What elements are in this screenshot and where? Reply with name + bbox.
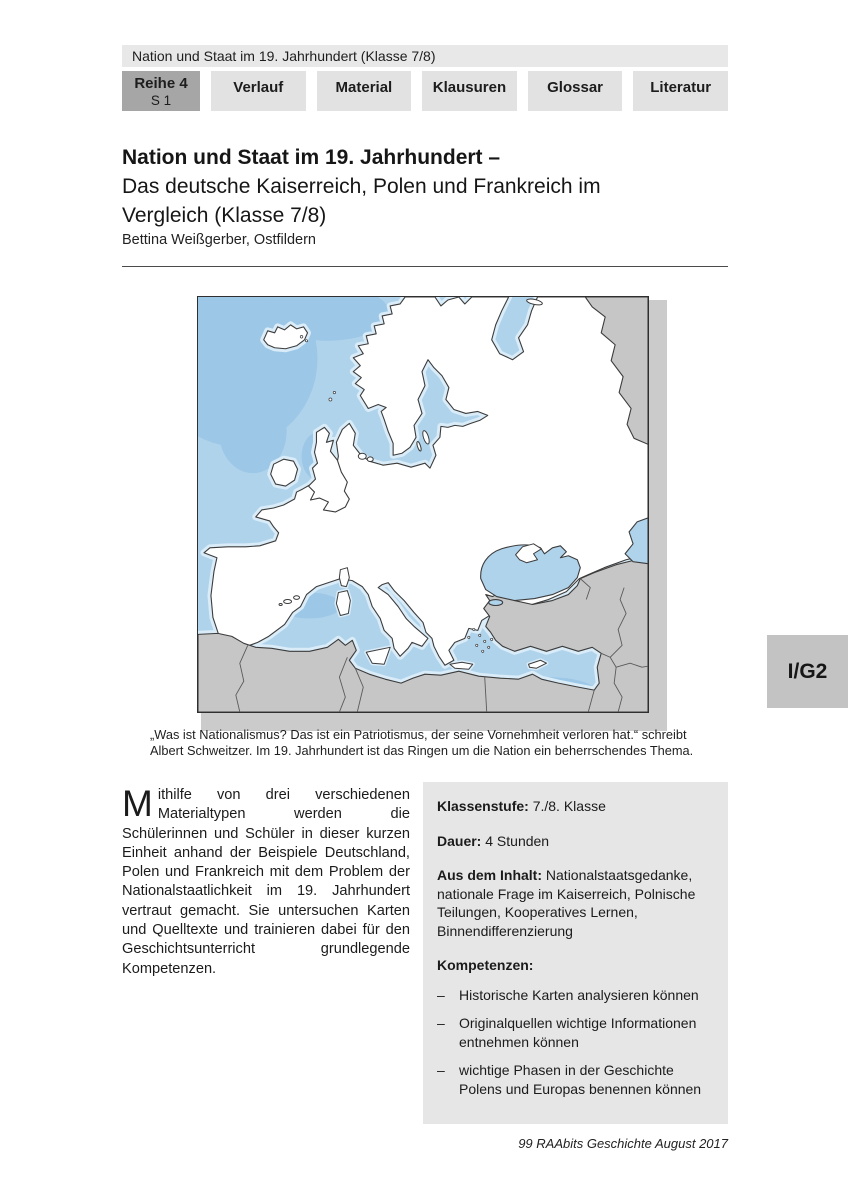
list-item: [437, 1014, 714, 1051]
page-title-line2: Das deutsche Kaiserreich, Polen und Frankreich im: [122, 175, 601, 198]
map-caption: [150, 727, 702, 758]
info-box: [423, 782, 728, 1124]
footer-imprint: 99 RAAbits Geschichte August 2017: [518, 1136, 728, 1151]
info-label: Aus dem Inhalt:: [437, 867, 543, 883]
tab-glossar-label: Glossar: [547, 79, 604, 96]
header-strip-title: Nation und Staat im 19. Jahrhundert (Klasse 7/8): [132, 48, 436, 64]
europe-map: [197, 296, 649, 713]
tab-reihe-label: Reihe 4: [134, 75, 188, 92]
dropcap: M: [122, 783, 153, 824]
section-code-badge: I/G2: [767, 635, 848, 708]
list-item: [437, 986, 714, 1005]
page-title-line3: Vergleich (Klasse 7/8): [122, 204, 327, 227]
tab-reihe-sub: S 1: [150, 93, 172, 108]
info-row-klassenstufe: [437, 797, 714, 816]
info-value: 4 Stunden: [481, 832, 550, 849]
author-line: Bettina Weißgerber, Ostfildern: [122, 232, 316, 248]
bullet-text: Originalquellen wichtige Informationen entnehmen können: [459, 1015, 697, 1050]
tab-klausuren[interactable]: [422, 71, 517, 111]
bullet-text: Historische Karten analysieren können: [459, 986, 699, 1003]
intro-text: ithilfe von drei verschiedenen Materialtypen werden die Schülerinnen und Schüler in dieser kurzen Einheit anhand der Beispiele Deutschland, Polen und Frankreich mit dem Problem der Nationalstaatlichkeit im 19. Jahrhundert vertraut gemacht. Sie untersuchen Karten und Quelltexte und trainieren dabei für den Geschichtsunterricht grundlegende Kompetenzen.: [122, 787, 410, 977]
divider-rule: [122, 266, 728, 267]
tab-verlauf[interactable]: [211, 71, 306, 111]
dash-icon: –: [437, 1062, 445, 1078]
info-row-dauer: [437, 832, 714, 851]
map-caption-line1: „Was ist Nationalismus? Das ist ein Patriotismus, der seine Vornehmheit verloren hat.“ schreibt: [150, 727, 687, 742]
info-value: Nationalstaatsgedanke, nationale Frage im Kaiserreich, Polnische Teilungen, Kooperatives Lernen, Binnendifferenzierung: [437, 867, 696, 939]
bullet-text: wichtige Phasen in der Geschichte Polens und Europas benennen können: [459, 1062, 702, 1097]
tab-bar: [122, 71, 728, 111]
info-value: 7./8. Klasse: [528, 798, 606, 814]
page-title-line1: Nation und Staat im 19. Jahrhundert –: [122, 146, 501, 169]
tab-klausuren-label: Klausuren: [432, 79, 507, 96]
header-strip: [122, 45, 728, 67]
info-label: Klassenstufe:: [437, 798, 529, 814]
info-row-inhalt: [437, 866, 714, 940]
tab-material-label: Material: [335, 79, 393, 96]
intro-paragraph: [122, 783, 410, 979]
tab-verlauf-label: Verlauf: [233, 79, 284, 96]
tab-reihe[interactable]: [122, 71, 200, 111]
map-caption-line2: Albert Schweitzer. Im 19. Jahrhundert ist das Ringen um die Nation ein beherrschendes Thema.: [150, 742, 694, 758]
page-title: [122, 143, 682, 230]
europe-map-svg: [198, 297, 648, 712]
dash-icon: –: [437, 986, 445, 1003]
tab-material[interactable]: [317, 71, 412, 111]
tab-literatur-label: Literatur: [650, 79, 712, 96]
dash-icon: –: [437, 1015, 445, 1031]
list-item: [437, 1061, 714, 1098]
info-label: Dauer:: [437, 832, 482, 849]
kompetenzen-heading: Kompetenzen:: [437, 957, 534, 973]
tab-literatur[interactable]: [633, 71, 728, 111]
map-layers: [198, 297, 648, 712]
tab-glossar[interactable]: [528, 71, 623, 111]
